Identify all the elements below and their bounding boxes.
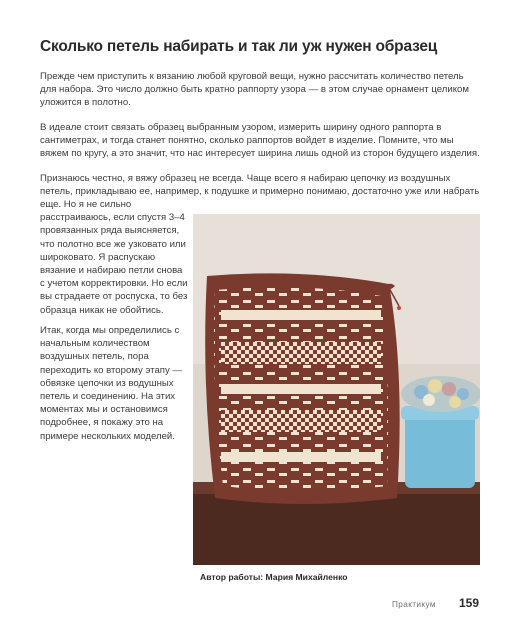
paragraph-2: В идеале стоит связать образец выбранным узором, измерить ширину одного раппорта в сантиметрах, и тогда станет понятно, сколько раппортов войдет в изделие. Помните, что мы вяжем по кругу, а это значит, что нас интересует ширина лишь одной из сторон будущего изделия. [40, 122, 480, 160]
side-paragraph-2: Итак, когда мы определились с начальным количеством воздушных петель, пора переходить ко второму этапу — обвязке цепочки из водушных петель и соединению. На этих моментах мы и остановимся подробнее, я покажу это на примере нескольких моделей. [40, 325, 183, 442]
page-title: Сколько петель набирать и так ли уж нужен образец [40, 38, 438, 55]
paragraph-1: Прежде чем приступить к вязанию любой круговой вещи, нужно рассчитать количество петель для набора. Это число должно быть кратно раппорту узора — в этом случае орнамент целиком уложится в полотно. [40, 71, 469, 109]
pillow-photo [193, 214, 480, 565]
section-label: Практикум [392, 600, 436, 609]
page-number: 159 [459, 596, 480, 610]
photo-caption: Автор работы: Мария Михайленко [200, 572, 348, 582]
paragraph-3: Признаюсь честно, я вяжу образец не всегда. Чаще всего я набираю цепочку из воздушных петель, прикладываю ее, например, к подушке и примерно понимаю, достаточно уже или набрать [40, 173, 480, 198]
side-paragraph-1: еще. Но я не сильно расстраиваюсь, если спустя 3–4 провязанных ряда выясняется, что полотно все же узковато или широковато. Я распускаю вязание и набираю петли снова с учетом корректировки. Но если вы страдаете от роспуска, то без образца никак не обойтись. [40, 199, 188, 316]
